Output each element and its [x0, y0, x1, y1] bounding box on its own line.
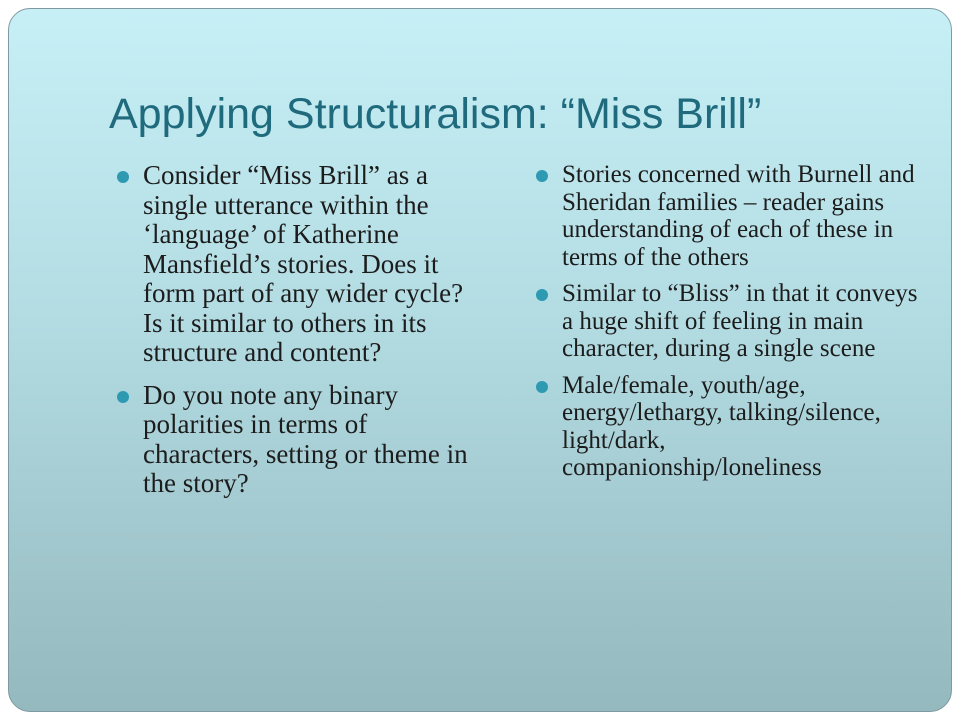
bullet-text: Male/female, youth/age, energy/lethargy, talking/silence, light/dark, companionship/loneliness [562, 371, 881, 481]
left-bullet-list [113, 161, 483, 512]
bullet-text: Stories concerned with Burnell and Sheridan families – reader gains understanding of each of these in terms of the others [562, 161, 915, 271]
bullet-text: Similar to “Bliss” in that it conveys a huge shift of feeling in main character, during a single scene [562, 280, 918, 362]
slide-title: Applying Structuralism: “Miss Brill” [109, 90, 762, 138]
bullet-item [532, 280, 924, 363]
bullet-text: Do you note any binary polarities in terms of characters, setting or theme in the story? [143, 379, 468, 498]
bullet-dot-icon [117, 391, 129, 403]
bullet-item [113, 381, 483, 499]
bullet-item [113, 161, 483, 368]
slide [8, 8, 952, 712]
bullet-dot-icon [536, 289, 548, 301]
bullet-dot-icon [117, 171, 129, 183]
bullet-dot-icon [536, 170, 548, 182]
bullet-item [532, 372, 924, 482]
bullet-text: Consider “Miss Brill” as a single utterance within the ‘language’ of Katherine Mansfield’s stories. Does it form part of any wider cycle? Is it similar to others in its structure and content? [143, 160, 464, 367]
bullet-item [532, 161, 924, 271]
bullet-dot-icon [536, 381, 548, 393]
right-bullet-list [532, 161, 924, 491]
